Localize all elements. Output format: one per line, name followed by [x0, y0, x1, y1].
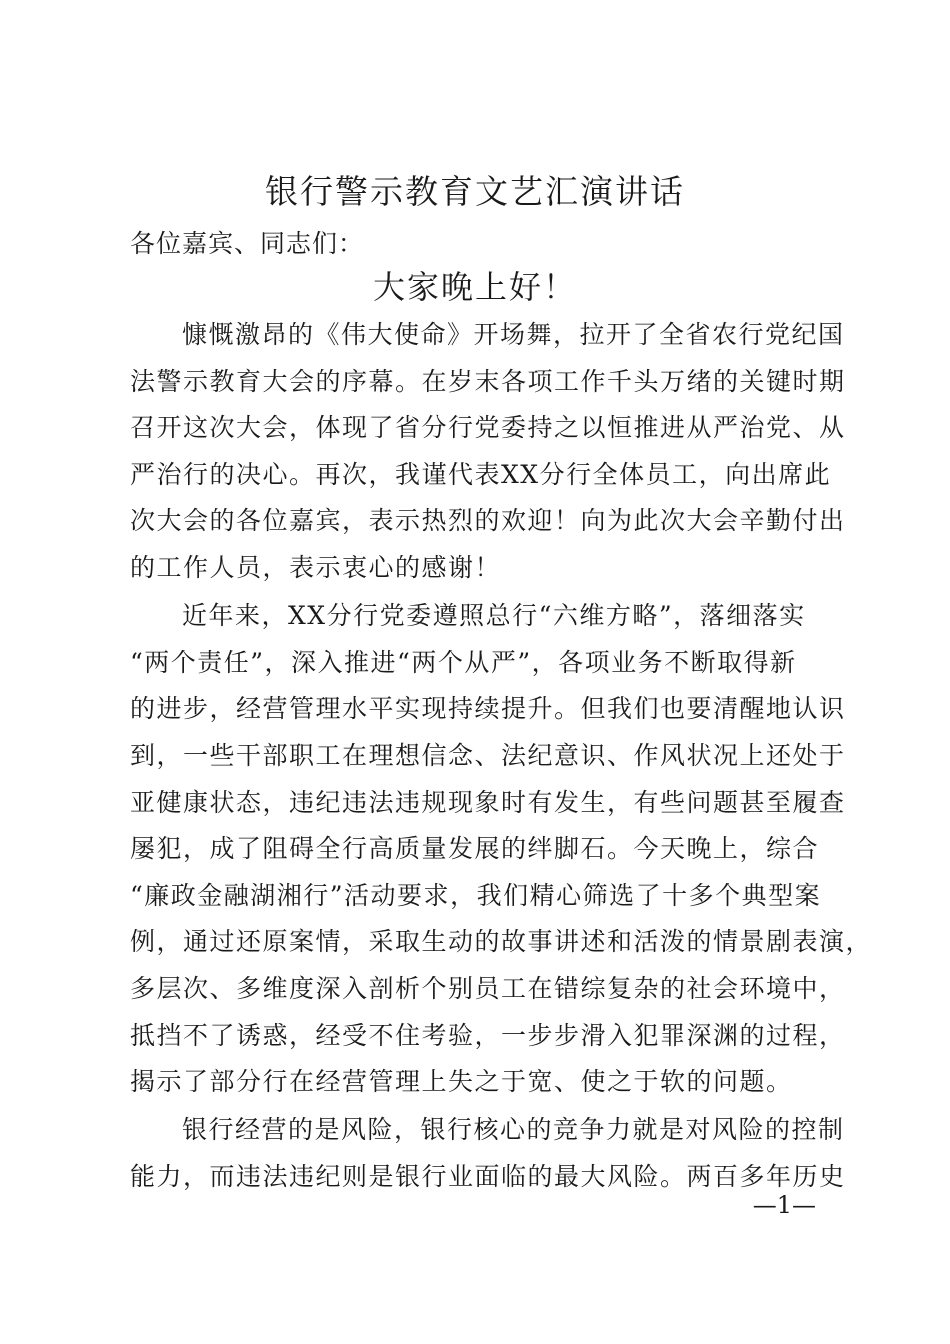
text-line: “两个责任”，深入推进“两个从严”，各项业务不断取得新	[130, 647, 797, 677]
text-line: 例，通过还原案情，采取生动的故事讲述和活泼的情景剧表演，	[130, 927, 873, 957]
text-line: 多层次、多维度深入剖析个别员工在错综复杂的社会环境中，	[130, 973, 846, 1003]
text-line: 揭示了部分行在经营管理上失之于宽、使之于软的问题。	[130, 1067, 793, 1097]
paragraph-3	[130, 1107, 846, 1200]
paragraph-2	[130, 593, 873, 1106]
text-line: 到，一些干部职工在理想信念、法纪意识、作风状况上还处于	[130, 740, 846, 770]
text-line: 银行经营的是风险，银行核心的竞争力就是对风险的控制	[182, 1115, 845, 1145]
text-line: “廉政金融湖湘行”活动要求，我们精心筛选了十多个典型案	[130, 880, 822, 910]
greeting: 大家晚上好！	[372, 268, 577, 306]
text-line: 亚健康状态，违纪违法违规现象时有发生，有些问题甚至履查	[130, 787, 846, 817]
text-line: 法警示教育大会的序幕。在岁末各项工作千头万绪的关键时期	[130, 366, 846, 396]
text-line: 召开这次大会，体现了省分行党委持之以恒推进从严治党、从	[130, 413, 846, 443]
document-title: 银行警示教育文艺汇演讲话	[265, 172, 685, 211]
text-line: 屡犯，成了阻碍全行高质量发展的绊脚石。今天晚上，综合	[130, 834, 820, 864]
text-line: 次大会的各位嘉宾，表示热烈的欢迎！向为此次大会辛勤付出	[130, 506, 846, 536]
text-line: 严治行的决心。再次，我谨代表XX分行全体员工，向出席此	[130, 459, 832, 489]
salutation: 各位嘉宾、同志们：	[130, 229, 365, 258]
text-line: 抵挡不了诱惑，经受不住考验，一步步滑入犯罪深渊的过程，	[130, 1020, 846, 1050]
text-line: 能力，而违法违纪则是银行业面临的最大风险。两百多年历史	[130, 1161, 846, 1191]
page-number: —1—	[752, 1191, 816, 1219]
text-line: 的工作人员，表示衷心的感谢！	[130, 552, 502, 582]
text-line: 慷慨激昂的《伟大使命》开场舞，拉开了全省农行党纪国	[182, 320, 845, 349]
text-line: 的进步，经营管理水平实现持续提升。但我们也要清醒地认识	[130, 694, 846, 724]
text-line: 近年来，XX分行党委遵照总行“六维方略”，落细落实	[182, 601, 806, 631]
body-text	[130, 312, 873, 1202]
paragraph-1	[130, 312, 846, 592]
